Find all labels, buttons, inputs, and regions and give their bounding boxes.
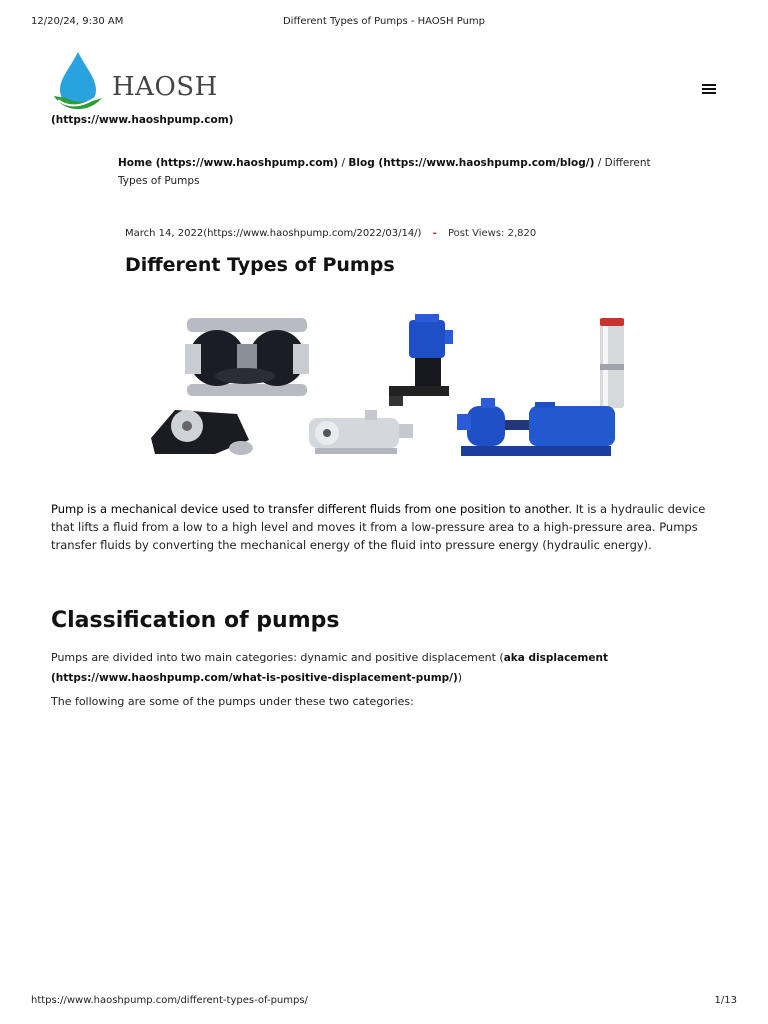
breadcrumb-current: Different Types of Pumps bbox=[118, 157, 651, 187]
print-header bbox=[0, 16, 768, 30]
centrifugal-pump-illustration bbox=[457, 398, 615, 456]
intro-bold-lead: Pump is a mechanical device used to transfer different fluids from one position to another. bbox=[51, 502, 572, 516]
diaphragm-pump-illustration bbox=[185, 318, 309, 396]
post-views: Post Views: 2,820 bbox=[448, 228, 537, 239]
classification-text: Pumps are divided into two main categories: dynamic and positive displacement ( bbox=[51, 651, 504, 664]
meta-separator: - bbox=[432, 228, 437, 239]
submersible-pump-illustration bbox=[600, 318, 624, 408]
print-doc-title: Different Types of Pumps - HAOSH Pump bbox=[282, 16, 486, 27]
breadcrumb-home-link[interactable]: Home (https://www.haoshpump.com) bbox=[118, 157, 339, 169]
post-title: Different Types of Pumps bbox=[125, 254, 395, 276]
menu-icon[interactable] bbox=[700, 82, 718, 98]
classification-close: ) bbox=[457, 671, 463, 684]
breadcrumb-separator: / bbox=[338, 157, 349, 169]
print-datetime: 12/20/24, 9:30 AM bbox=[31, 16, 124, 27]
vertical-pump-illustration bbox=[389, 314, 453, 406]
logo-brand-text: HAOSH bbox=[112, 72, 218, 102]
breadcrumb bbox=[118, 154, 658, 190]
intro-rest: It is a hydraulic device that lifts a fluid from a low to a high level and moves it from a low-pressure area to a high-pressure area. Pumps transfer fluids by converting the mechanical energy of the fluid into pressure energy (hydraulic energy). bbox=[51, 502, 706, 552]
lobe-pump-illustration bbox=[309, 410, 413, 454]
breadcrumb-separator: / bbox=[594, 157, 605, 169]
print-page-number: 1/13 bbox=[714, 995, 737, 1006]
classification-heading: Classification of pumps bbox=[51, 608, 340, 633]
site-logo[interactable] bbox=[52, 50, 222, 114]
post-date-link[interactable]: March 14, 2022(https://www.haoshpump.com/2022/03/14/) bbox=[125, 228, 422, 239]
logo-url[interactable]: (https://www.haoshpump.com) bbox=[51, 114, 234, 126]
water-drop-logo-icon bbox=[52, 50, 108, 114]
print-footer-url: https://www.haoshpump.com/different-types-of-pumps/ bbox=[31, 995, 308, 1006]
following-paragraph: The following are some of the pumps under these two categories: bbox=[51, 695, 414, 708]
pump-types-image bbox=[145, 314, 635, 466]
intro-paragraph bbox=[51, 500, 721, 554]
post-meta bbox=[125, 228, 536, 239]
peristaltic-pump-illustration bbox=[151, 410, 253, 455]
classification-paragraph bbox=[51, 648, 731, 688]
breadcrumb-blog-link[interactable]: Blog (https://www.haoshpump.com/blog/) bbox=[348, 157, 595, 169]
displacement-link[interactable]: aka displacement (https://www.haoshpump.com/what-is-positive-displacement-pump/) bbox=[51, 652, 608, 684]
